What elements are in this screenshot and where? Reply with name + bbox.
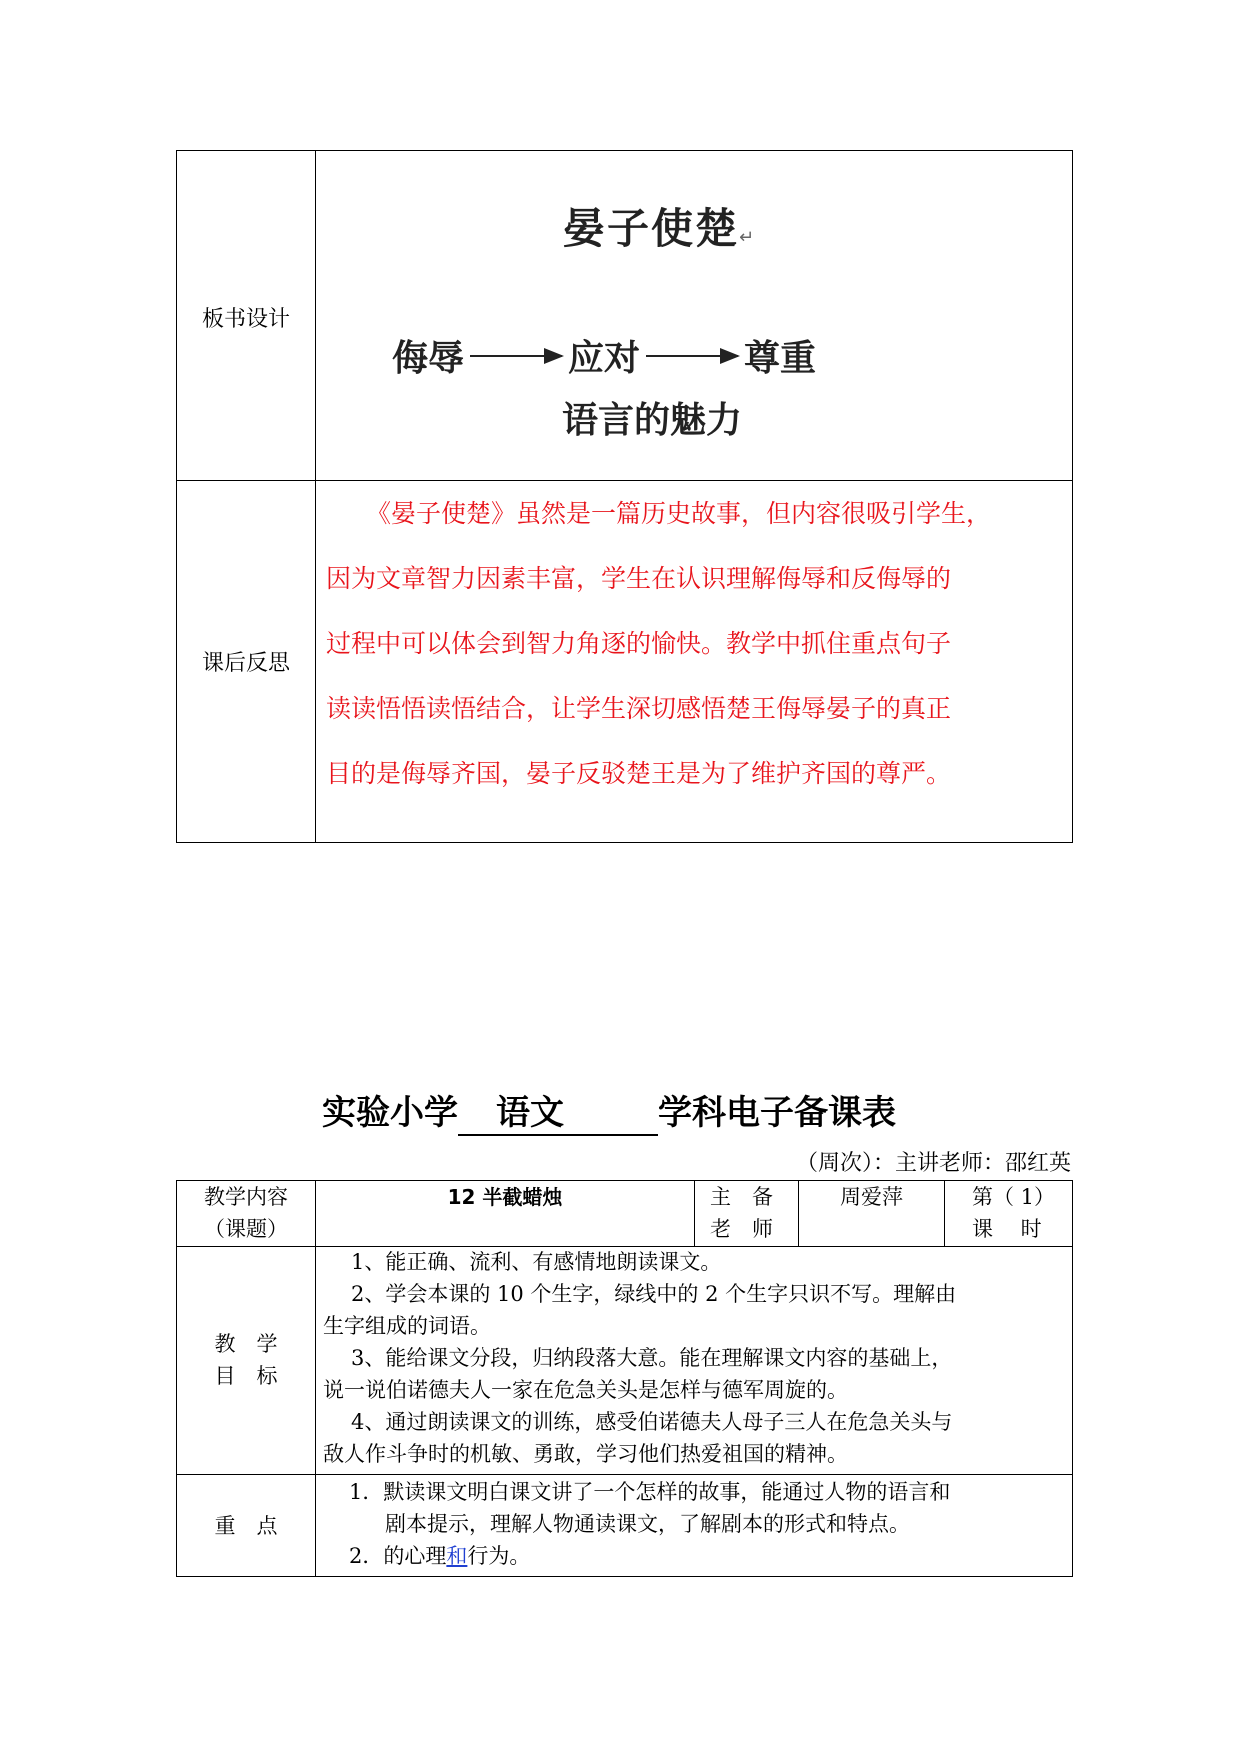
- table-column-divider: [944, 1180, 945, 1246]
- goal-line: 3、能给课文分段，归纳段落大意。能在理解课文内容的基础上，: [351, 1346, 953, 1370]
- content-label-line-2: （课题）: [204, 1217, 288, 1241]
- reflection-line-5: 目的是侮辱齐国，晏子反驳楚王是为了维护齐国的尊严。: [326, 759, 952, 788]
- goal-line: 说一说伯诺德夫人一家在危急关头是怎样与德军周旋的。: [323, 1378, 848, 1402]
- board-flow-row: [392, 330, 816, 381]
- board-step-respect: 尊重: [744, 338, 817, 379]
- reflection-line-1: 《晏子使楚》虽然是一篇历史故事，但内容很吸引学生，: [366, 499, 992, 528]
- title-school: 实验小学: [322, 1093, 458, 1133]
- goal-line: 敌人作斗争时的机敏、勇敢，学习他们热爱祖国的精神。: [323, 1442, 848, 1466]
- key-points-content: [323, 1476, 1069, 1572]
- board-step-respond: 应对: [568, 338, 641, 379]
- arrow-right-icon: [470, 355, 562, 357]
- main-teacher-label-line-1: 主 备: [710, 1185, 773, 1209]
- lesson-topic: 12 半截蜡烛: [447, 1185, 563, 1209]
- board-design-label: 板书设计: [201, 307, 290, 332]
- table-column-divider: [315, 150, 316, 843]
- reflection-line-2: 因为文章智力因素丰富，学生在认识理解侮辱和反侮辱的: [326, 564, 952, 593]
- board-step-insult: 侮辱: [392, 338, 465, 379]
- key-point-line: 1．默读课文明白课文讲了一个怎样的故事，能通过人物的语言和: [349, 1480, 951, 1504]
- reflection-label: 课后反思: [201, 651, 290, 676]
- main-teacher-name: 周爱萍: [840, 1185, 903, 1209]
- table-border-left: [176, 150, 177, 843]
- table-row-divider: [176, 1474, 1073, 1475]
- key-points-label: 重 点: [214, 1514, 278, 1538]
- board-title-text: 晏子使楚: [563, 204, 740, 253]
- content-label: [177, 1181, 315, 1245]
- key-point-line: [323, 1540, 1069, 1572]
- lesson-period-line-1: 第（ 1）: [972, 1185, 1056, 1209]
- lesson-form-title: [322, 1085, 896, 1136]
- goals-label: [177, 1328, 315, 1392]
- week-teacher-line: （周次）：主讲老师：邵红英: [795, 1151, 1071, 1176]
- table-border-bottom: [176, 1576, 1073, 1577]
- goal-line: 2、学会本课的 10 个生字，绿线中的 2 个生字只识不写。理解由: [351, 1282, 957, 1306]
- arrow-right-icon: [646, 355, 738, 357]
- reflection-line-4: 读读悟悟读悟结合，让学生深切感悟楚王侮辱晏子的真正: [326, 694, 952, 723]
- goals-content: [323, 1246, 1069, 1470]
- main-teacher-label-line-2: 老 师: [710, 1217, 773, 1241]
- key-point-text: 行为。: [467, 1544, 531, 1568]
- goal-line: 1、能正确、流利、有感情地朗读课文。: [351, 1250, 722, 1274]
- table-border-top: [176, 150, 1073, 151]
- title-subject: 语文: [496, 1093, 564, 1133]
- goals-label-line-1: 教 学: [214, 1332, 278, 1356]
- content-label-line-1: 教学内容: [204, 1185, 288, 1209]
- table-border-right: [1072, 1180, 1073, 1577]
- title-form-name: 学科电子备课表: [658, 1093, 896, 1133]
- board-bottom-text: 语言的魅力: [562, 400, 743, 441]
- board-title: [563, 196, 756, 256]
- table-column-divider: [315, 1180, 316, 1577]
- table-border-right: [1072, 150, 1073, 843]
- goal-line: 4、通过朗读课文的训练，感受伯诺德夫人母子三人在危急关头与: [351, 1410, 953, 1434]
- table-column-divider: [694, 1180, 695, 1246]
- lesson-period: [972, 1181, 1055, 1245]
- lesson-period-line-2: 课 时: [972, 1217, 1042, 1241]
- key-point-line: 剧本提示，理解人物通读课文，了解剧本的形式和特点。: [385, 1512, 910, 1536]
- goals-label-line-2: 目 标: [214, 1364, 278, 1388]
- main-teacher-label: [710, 1181, 773, 1245]
- table-border-bottom: [176, 842, 1073, 843]
- hyperlink[interactable]: 和: [446, 1544, 468, 1568]
- reflection-line-3: 过程中可以体会到智力角逐的愉快。教学中抓住重点句子: [326, 629, 952, 658]
- return-mark-icon: ↵: [739, 227, 757, 248]
- goal-line: 生字组成的词语。: [323, 1314, 491, 1338]
- key-point-text: 2．的心理: [349, 1544, 447, 1568]
